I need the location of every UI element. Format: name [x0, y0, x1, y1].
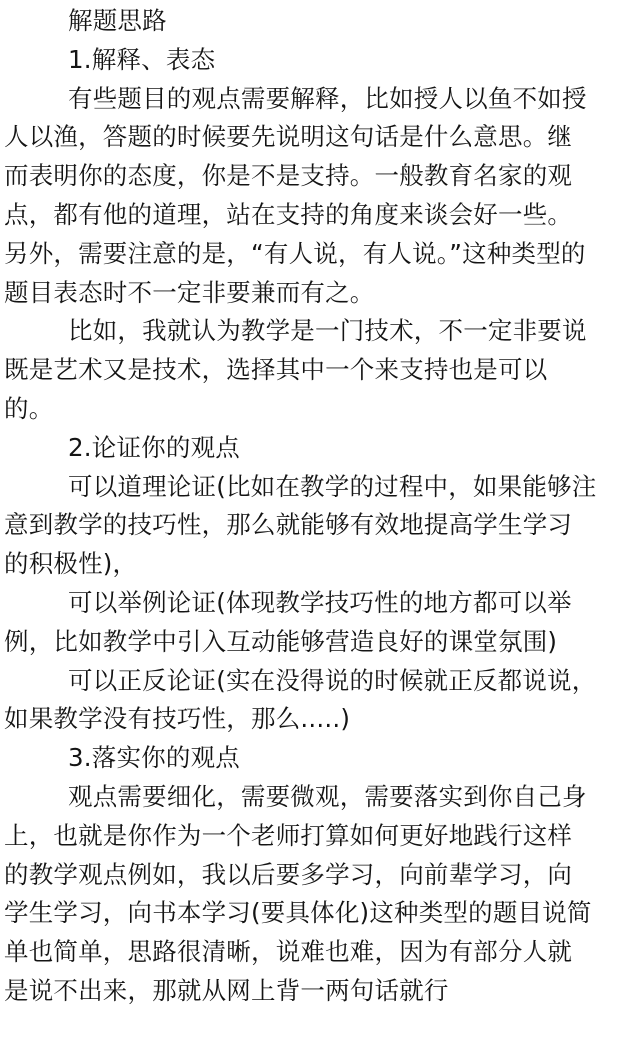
- text-line: 点，都有他的道理，站在支持的角度来谈会好一些。: [4, 199, 573, 229]
- text-line: 观点需要细化，需要微观，需要落实到你自己身: [68, 781, 587, 811]
- text-line: 单也简单，思路很清晰，说难也难，因为有部分人就: [4, 937, 573, 967]
- text-line: 上，也就是你作为一个老师打算如何更好地践行这样: [4, 820, 573, 850]
- text-line: 意到教学的技巧性，那么就能够有效地提高学生学习: [4, 510, 573, 540]
- text-line: 学生学习，向书本学习(要具体化)这种类型的题目说简: [4, 898, 592, 928]
- text-line: 题目表态时不一定非要兼而有之。: [4, 277, 375, 307]
- text-line: 可以道理论证(比如在教学的过程中，如果能够注: [68, 471, 597, 501]
- text-line: 如果教学没有技巧性，那么.....): [4, 704, 351, 734]
- text-line: 而表明你的态度，你是不是支持。一般教育名家的观: [4, 161, 573, 191]
- text-line: 既是艺术又是技术，选择其中一个来支持也是可以: [4, 355, 548, 385]
- text-line: 可以正反论证(实在没得说的时候就正反都说说，: [68, 665, 597, 695]
- text-line: 的教学观点例如，我以后要多学习，向前辈学习，向: [4, 859, 573, 889]
- text-line: 的。: [4, 393, 54, 423]
- text-line: 例，比如教学中引入互动能够营造良好的课堂氛围): [4, 626, 558, 656]
- text-line: 另外，需要注意的是，“有人说，有人说。”这种类型的: [4, 238, 586, 268]
- text-line: 2.论证你的观点: [68, 432, 240, 462]
- text-line: 人以渔，答题的时候要先说明这句话是什么意思。继: [4, 122, 573, 152]
- text-line: 可以举例论证(体现教学技巧性的地方都可以举: [68, 587, 572, 617]
- text-line: 1.解释、表态: [68, 44, 216, 74]
- text-line: 解题思路: [68, 6, 167, 35]
- text-line: 是说不出来，那就从网上背一两句话就行: [4, 975, 449, 1005]
- text-line: 3.落实你的观点: [68, 743, 240, 773]
- text-line: 的积极性)，: [4, 549, 138, 579]
- text-line: 比如，我就认为教学是一门技术，不一定非要说: [68, 316, 587, 346]
- text-line: 有些题目的观点需要解释，比如授人以鱼不如授: [68, 83, 587, 113]
